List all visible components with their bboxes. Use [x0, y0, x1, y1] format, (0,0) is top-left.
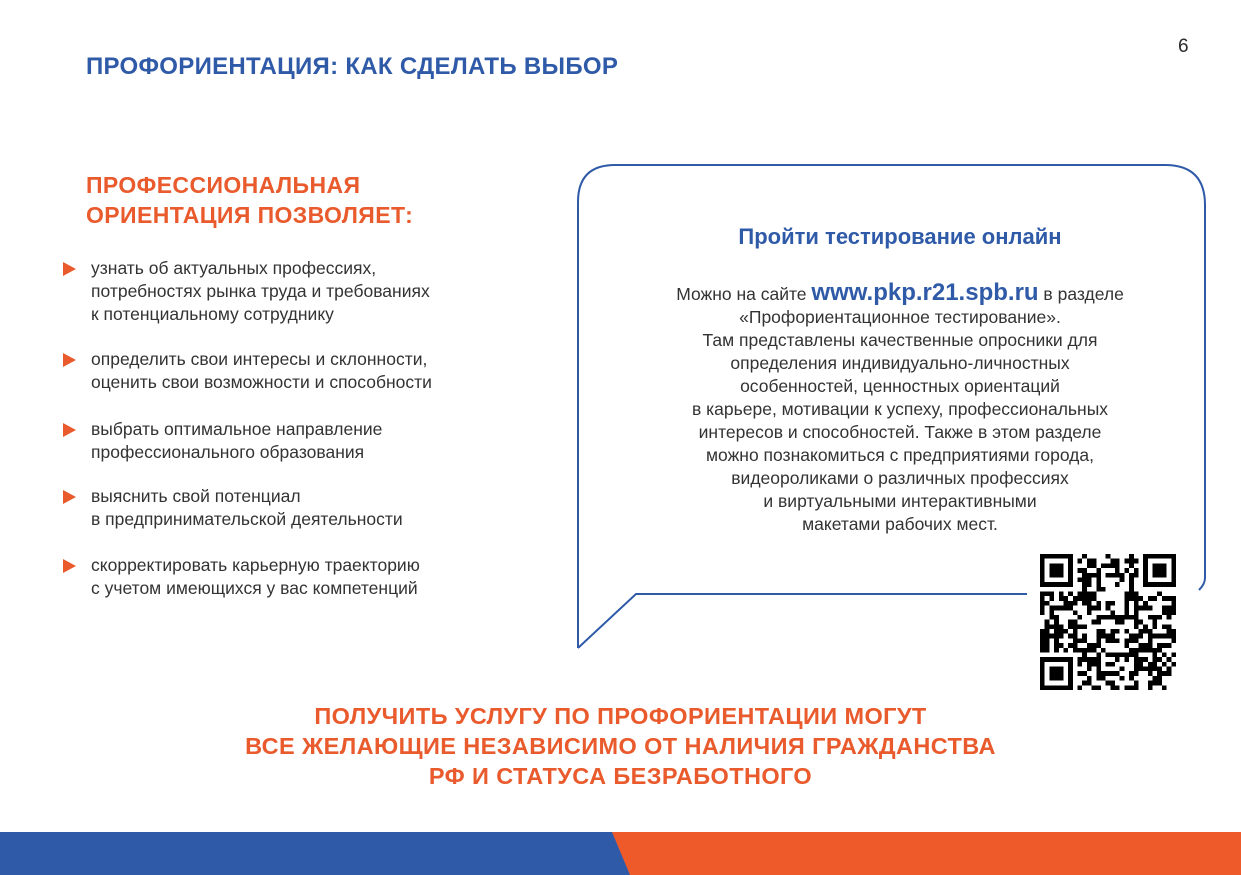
card-text: Там представлены качественные опросники для: [702, 330, 1098, 350]
section-heading: [86, 170, 413, 230]
card-text: в разделе: [1038, 284, 1124, 304]
footer-bar: [0, 832, 1241, 875]
bottom-note-line: ПОЛУЧИТЬ УСЛУГУ ПО ПРОФОРИЕНТАЦИИ МОГУТ: [314, 703, 927, 729]
list-item-text: оценить свои возможности и способности: [91, 372, 432, 392]
list-item-text: узнать об актуальных профессиях,: [91, 258, 377, 278]
card-text: «Профориентационное тестирование».: [739, 307, 1061, 327]
bottom-note-line: РФ И СТАТУСА БЕЗРАБОТНОГО: [428, 763, 813, 789]
list-item-text: в предпринимательской деятельности: [91, 509, 403, 529]
qr-code-icon[interactable]: [1040, 554, 1176, 690]
triangle-bullet-icon: [63, 559, 76, 573]
bottom-note: [100, 701, 1141, 791]
list-item-text: с учетом имеющихся у вас компетенций: [91, 578, 418, 598]
card-text: определения индивидуально-личностных: [730, 353, 1070, 373]
triangle-bullet-icon: [63, 490, 76, 504]
list-item-text: к потенциальному сотруднику: [91, 304, 334, 324]
card-text: и виртуальными интерактивными: [763, 491, 1037, 511]
card-text: можно познакомиться с предприятиями города,: [706, 445, 1094, 465]
page-title: ПРОФОРИЕНТАЦИЯ: КАК СДЕЛАТЬ ВЫБОР: [86, 53, 619, 80]
section-heading-line: ПРОФЕССИОНАЛЬНАЯ: [86, 172, 361, 198]
card-text: видеороликами о различных профессиях: [731, 468, 1069, 488]
triangle-bullet-icon: [63, 353, 76, 367]
card-text: Можно на сайте: [676, 284, 812, 304]
list-item-text: скорректировать карьерную траекторию: [91, 555, 420, 575]
card-text: особенностей, ценностных ориентаций: [740, 376, 1060, 396]
triangle-bullet-icon: [63, 262, 76, 276]
card-title: Пройти тестирование онлайн: [738, 224, 1062, 249]
bottom-note-line: ВСЕ ЖЕЛАЮЩИЕ НЕЗАВИСИМО ОТ НАЛИЧИЯ ГРАЖДАНСТВА: [245, 733, 996, 759]
card-text: в карьере, мотивации к успеху, профессиональных: [691, 399, 1109, 419]
list-item-text: потребностях рынка труда и требованиях: [91, 281, 430, 301]
list-item-text: выяснить свой потенциал: [91, 486, 301, 506]
card-text: интересов и способностей. Также в этом разделе: [698, 422, 1102, 442]
section-heading-line: ОРИЕНТАЦИЯ ПОЗВОЛЯЕТ:: [86, 202, 414, 228]
list-item-text: выбрать оптимальное направление: [91, 419, 383, 439]
list-item-text: определить свои интересы и склонности,: [91, 349, 428, 369]
list-item-text: профессионального образования: [91, 442, 365, 462]
website-link[interactable]: www.pkp.r21.spb.ru: [811, 279, 1039, 306]
page-number: 6: [1178, 36, 1189, 57]
card-text: макетами рабочих мест.: [802, 514, 998, 534]
triangle-bullet-icon: [63, 423, 76, 437]
card-body: [580, 281, 1220, 536]
